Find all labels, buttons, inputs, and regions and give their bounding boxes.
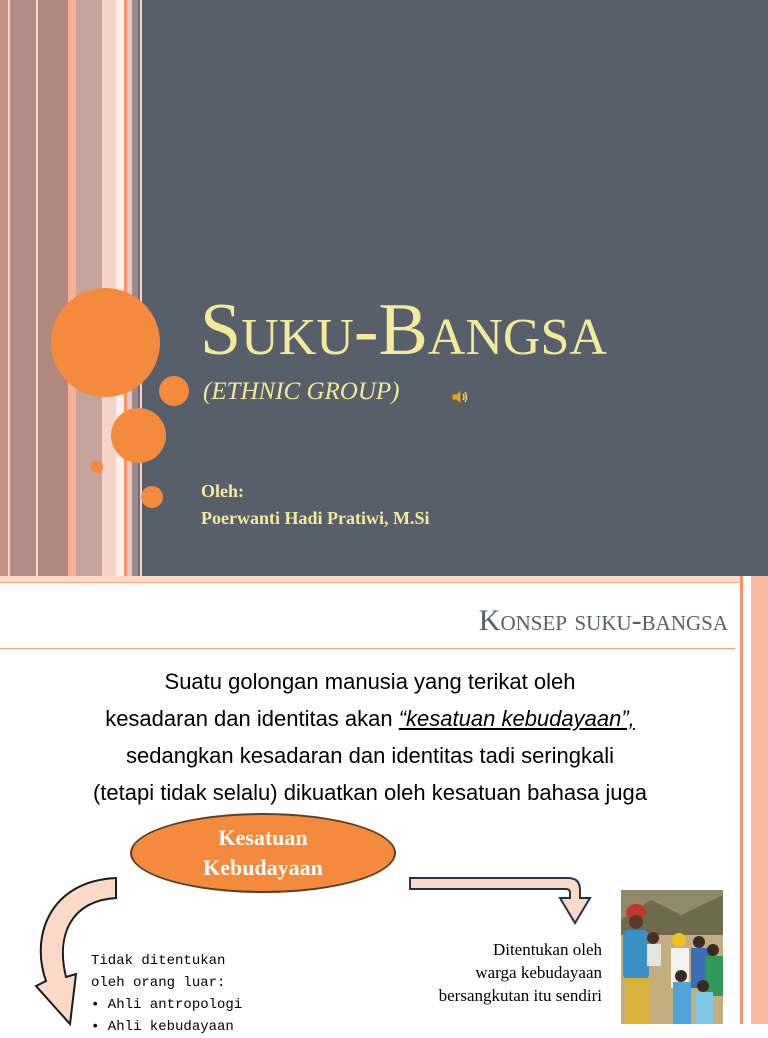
decorative-circle [111, 408, 166, 463]
author-label: Oleh: [201, 481, 244, 501]
right-note [370, 938, 602, 1007]
slide-title: Konsep suku-bangsa [478, 604, 728, 637]
definition-line: (tetapi tidak selalu) dikuatkan oleh kesatuan bahasa juga [92, 780, 648, 805]
decorative-circle [141, 486, 163, 508]
note-line: Tidak ditentukan [91, 953, 226, 969]
left-note [91, 950, 242, 1038]
decorative-circle [51, 288, 160, 397]
decorative-circle [91, 461, 103, 473]
note-bullet: • Ahli antropologi [91, 997, 243, 1013]
note-line: oleh orang luar: [91, 975, 226, 991]
author-block [201, 478, 429, 532]
people-photo [621, 890, 723, 1024]
stripe [0, 0, 8, 576]
definition-line: sedangkan kesadaran dan identitas tadi seringkali [126, 743, 614, 768]
stripe [38, 0, 68, 576]
note-line: bersangkutan itu sendiri [438, 986, 602, 1005]
author-name: Poerwanti Hadi Pratiwi, M.Si [201, 508, 430, 528]
stripe [116, 0, 124, 576]
emphasis-text: “kesatuan kebudayaan”, [398, 706, 635, 731]
note-line: warga kebudayaan [475, 963, 602, 982]
slide-title: Suku-Bangsa [200, 289, 607, 371]
speaker-icon[interactable] [449, 387, 469, 407]
stripe [68, 0, 76, 576]
definition-line: Suatu golongan manusia yang terikat oleh [164, 669, 576, 694]
decorative-circle [159, 376, 189, 406]
oval-line: Kebudayaan [203, 855, 323, 880]
stripe [140, 0, 142, 576]
slide-subtitle: (ETHNIC GROUP) [203, 378, 400, 405]
note-line: Ditentukan oleh [492, 940, 602, 959]
oval-line: Kesatuan [218, 825, 308, 850]
definition-fragment: kesadaran dan identitas akan [105, 706, 399, 731]
stripe [10, 0, 36, 576]
note-bullet: • Ahli kebudayaan [91, 1019, 234, 1035]
culture-unity-oval [130, 813, 396, 893]
content-slide [0, 576, 768, 1035]
bent-arrow-right [410, 878, 590, 923]
